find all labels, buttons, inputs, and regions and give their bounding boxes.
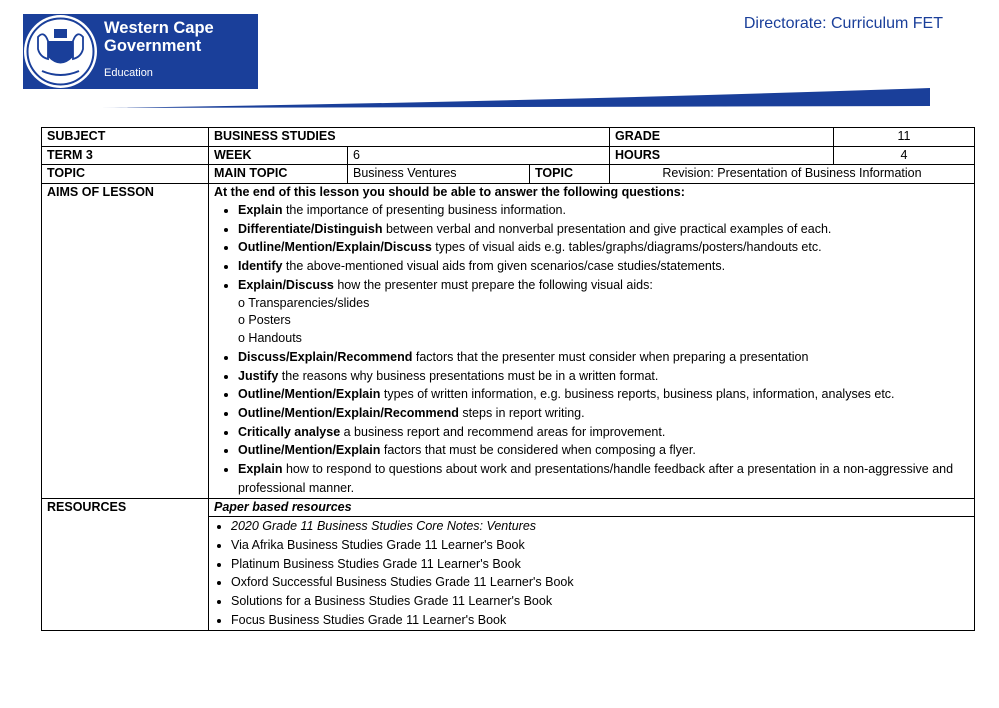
list-item: • Differentiate/Distinguish between verbal and nonverbal presentation and give practical examples of each.: [238, 220, 969, 239]
table-row: [42, 165, 975, 184]
logo-title: Western Cape Government: [104, 19, 214, 55]
term-label: TERM 3: [42, 146, 209, 165]
list-item: • Outline/Mention/Explain types of written information, e.g. business reports, business plans, information, analyses etc.: [238, 385, 969, 404]
logo-banner: [23, 14, 258, 89]
sub-item: o Posters: [238, 313, 291, 328]
list-item: • Platinum Business Studies Grade 11 Learner's Book: [231, 555, 969, 574]
sub-item: o Handouts: [238, 331, 302, 346]
list-item: • Explain how to respond to questions about work and presentations/handle feedback after a presentation in a non-aggressive and professional manner.: [238, 460, 969, 497]
coat-of-arms-icon: [24, 15, 97, 88]
list-item: • Explain the importance of presenting business information.: [238, 201, 969, 220]
topic-value: Revision: Presentation of Business Information: [610, 165, 975, 184]
logo-subtitle: Education: [104, 67, 153, 79]
lesson-plan-table: [41, 127, 975, 631]
resources-heading: Paper based resources: [209, 498, 975, 517]
topic2-label: TOPIC: [530, 165, 610, 184]
aims-label: AIMS OF LESSON: [42, 183, 209, 498]
hours-label: HOURS: [610, 146, 834, 165]
list-item: • Oxford Successful Business Studies Grade 11 Learner's Book: [231, 573, 969, 592]
aims-intro: At the end of this lesson you should be able to answer the following questions:: [214, 184, 685, 199]
grade-value: 11: [834, 128, 975, 147]
list-item: • 2020 Grade 11 Business Studies Core Notes: Ventures: [231, 517, 969, 536]
list-item: • Outline/Mention/Explain/Discuss types of visual aids e.g. tables/graphs/diagrams/posters/handouts etc.: [238, 238, 969, 257]
week-value: 6: [348, 146, 610, 165]
sub-item: o Transparencies/slides: [238, 295, 370, 310]
topic-label: TOPIC: [42, 165, 209, 184]
resources-label: RESOURCES: [42, 498, 209, 630]
list-item: • Justify the reasons why business presentations must be in a written format.: [238, 367, 969, 386]
list-item: • Via Afrika Business Studies Grade 11 Learner's Book: [231, 536, 969, 555]
list-item: • Identify the above-mentioned visual aids from given scenarios/case studies/statements.: [238, 257, 969, 276]
main-topic-label: MAIN TOPIC: [209, 165, 348, 184]
table-row: [42, 146, 975, 165]
resources-list: [214, 517, 969, 630]
directorate-label: Directorate: Curriculum FET: [743, 15, 943, 32]
subject-label: SUBJECT: [42, 128, 209, 147]
header-swoosh: [100, 86, 930, 108]
list-item: • Outline/Mention/Explain/Recommend steps in report writing.: [238, 404, 969, 423]
list-item: • Discuss/Explain/Recommend factors that the presenter must consider when preparing a presentation: [238, 348, 969, 367]
hours-value: 4: [834, 146, 975, 165]
aims-list: [214, 201, 969, 498]
main-topic-value: Business Ventures: [348, 165, 530, 184]
list-item: • Explain/Discuss how the presenter must prepare the following visual aids: o Transparencies/slides o Posters o Handouts: [238, 276, 969, 348]
week-label: WEEK: [209, 146, 348, 165]
list-item: • Outline/Mention/Explain factors that must be considered when composing a flyer.: [238, 441, 969, 460]
list-item: • Focus Business Studies Grade 11 Learner's Book: [231, 611, 969, 630]
aims-cell: [209, 183, 975, 498]
list-item: • Critically analyse a business report and recommend areas for improvement.: [238, 423, 969, 442]
visual-aids-sublist: [238, 295, 969, 348]
subject-value: BUSINESS STUDIES: [209, 128, 610, 147]
table-row: [42, 128, 975, 147]
list-item: • Solutions for a Business Studies Grade 11 Learner's Book: [231, 592, 969, 611]
grade-label: GRADE: [610, 128, 834, 147]
table-row: [42, 498, 975, 517]
resources-cell: [209, 517, 975, 631]
table-row: [42, 183, 975, 498]
